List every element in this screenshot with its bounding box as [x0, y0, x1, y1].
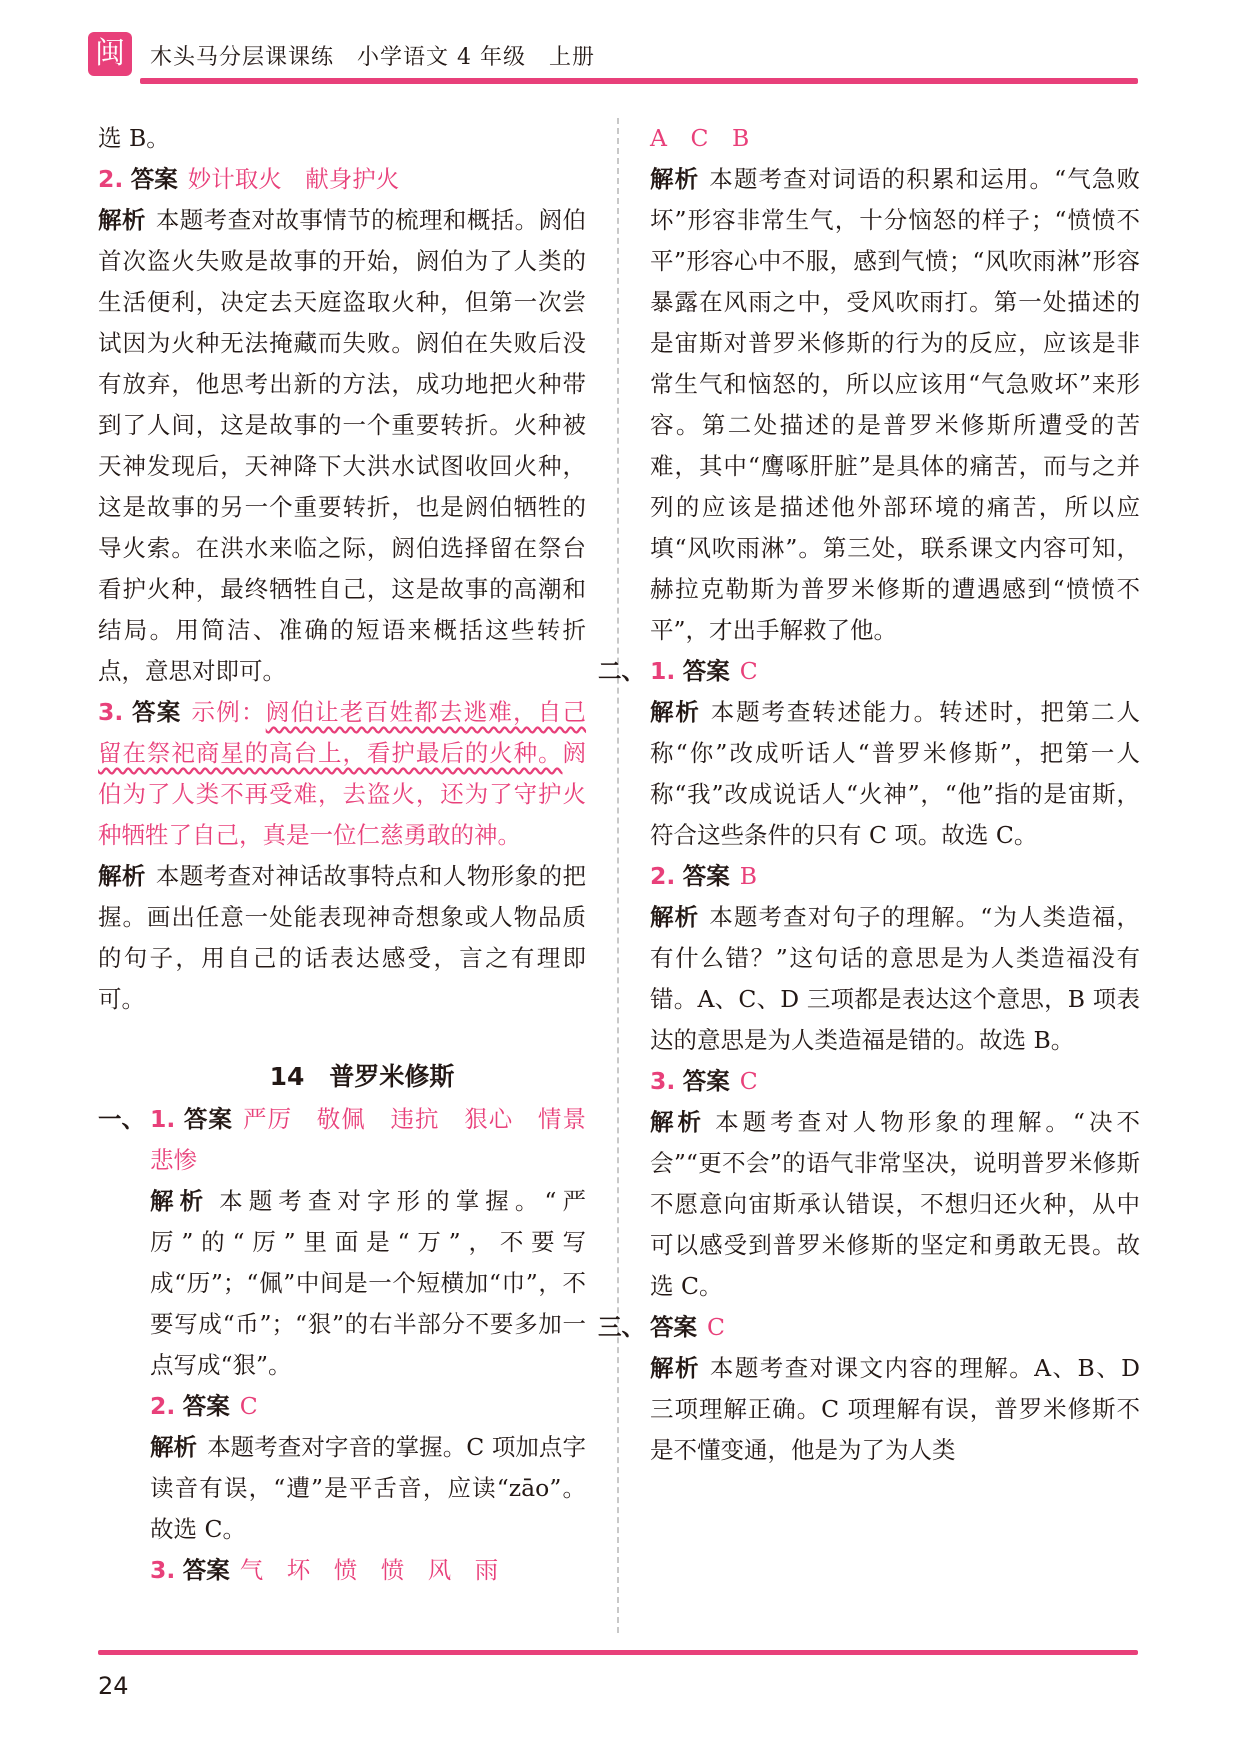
- s1-q1-answer: 一、 1. 答案 严厉 敬佩 违抗 狠心 情景 悲惨: [98, 1105, 610, 1174]
- header-rule: [140, 78, 1138, 84]
- lesson-title: 14 普罗米修斯: [269, 1062, 455, 1091]
- s2-q1-answer: 二、 1. 答案 C: [598, 657, 758, 685]
- s2-q3-answer: 3. 答案 C: [650, 1067, 758, 1095]
- s1-q3-answer-continued: A C B: [650, 124, 750, 152]
- s3-analysis: 解析 本题考查对课文内容的理解。A、B、D 三项理解正确。C 项理解有误，普罗米修斯不是不懂变通，他是为了为人类: [650, 1354, 1140, 1464]
- q3-answer: 3. 答案 示例：阏伯让老百姓都去逃难，自己留在祭祀商星的高台上，看护最后的火种。阏伯为了人类不再受难，去盗火，还为了守护火种牺牲了自己，真是一位仁慈勇敢的神。: [98, 698, 587, 849]
- left-column: [98, 118, 610, 1591]
- book-title: 木头马分层课课练 小学语文 4 年级 上册: [150, 45, 595, 70]
- q3-analysis: 解析 本题考查对神话故事特点和人物形象的把握。画出任意一处能表现神奇想象或人物品质的句子，用自己的话表达感受，言之有理即可。: [98, 862, 587, 1013]
- s2-q2-analysis: 解析 本题考查对句子的理解。“为人类造福，有什么错？”这句话的意思是为人类造福没有错。A、C、D 三项都是表达这个意思，B 项表达的意思是为人类造福是错的。故选 B。: [650, 903, 1141, 1054]
- q2-answer: 2. 答案 妙计取火 献身护火: [98, 165, 400, 193]
- s2-q3-analysis: 解析 本题考查对人物形象的理解。“决不会”“更不会”的语气非常坚决，说明普罗米修斯不愿意向宙斯承认错误，不想归还火种，从中可以感受到普罗米修斯的坚定和勇敢无畏。故选 C。: [650, 1108, 1141, 1300]
- section-one: [98, 1099, 610, 1591]
- footer-rule: [98, 1650, 1138, 1655]
- publisher-logo: 闽: [88, 32, 132, 76]
- s1-q2-analysis: 解析 本题考查对字音的掌握。C 项加点字读音有误，“遭”是平舌音，应读“zāo”。故选 C。: [150, 1433, 586, 1543]
- page-number: 24: [98, 1672, 129, 1700]
- column-divider: [617, 118, 619, 1633]
- page-header: [88, 32, 1138, 84]
- wavy-underlined-sentence: 阏伯让老百姓都去逃难，自己留在祭祀商星的高台上，看护最后的火种。: [98, 698, 587, 767]
- right-column: [598, 118, 1141, 1471]
- s2-q2-answer: 2. 答案 B: [650, 862, 758, 890]
- continued-text: 选 B。: [98, 124, 170, 152]
- s1-q3-answer: 3. 答案 气 坏 愤 愤 风 雨: [150, 1556, 499, 1584]
- s3-answer: 三、 答案 C: [598, 1313, 725, 1341]
- s1-q1-analysis: 解析 本题考查对字形的掌握。“严厉”的“厉”里面是“万”，不要写成“历”；“佩”中间是一个短横加“巾”，不要写成“币”；“狠”的右半部分不要多加一点写成“狠”。: [150, 1187, 586, 1379]
- s1-q3-analysis: 解析 本题考查对词语的积累和运用。“气急败坏”形容非常生气，十分恼怒的样子；“愤愤不平”形容心中不服，感到气愤；“风吹雨淋”形容暴露在风雨之中，受风吹雨打。第一处描述的是宙斯对普罗米修斯的行为的反应，应该是非常生气和恼怒的，所以应该用“气急败坏”来形容。第二处描述的是普罗米修斯所遭受的苦难，其中“鹰啄肝脏”是具体的痛苦，而与之并列的应该是描述他外部环境的痛苦，所以应填“风吹雨淋”。第三处，联系课文内容可知，赫拉克勒斯为普罗米修斯的遭遇感到“愤愤不平”，才出手解救了他。: [650, 165, 1141, 644]
- s1-q2-answer: 2. 答案 C: [150, 1392, 258, 1420]
- s2-q1-analysis: 解析 本题考查转述能力。转述时，把第二人称“你”改成听话人“普罗米修斯”，把第一人称“我”改成说话人“火神”，“他”指的是宙斯，符合这些条件的只有 C 项。故选 C。: [650, 698, 1141, 849]
- q2-analysis: 解析 本题考查对故事情节的梳理和概括。阏伯首次盗火失败是故事的开始，阏伯为了人类的生活便利，决定去天庭盗取火种，但第一次尝试因为火种无法掩藏而失败。阏伯在失败后没有放弃，他思考出新的方法，成功地把火种带到了人间，这是故事的一个重要转折。火种被天神发现后，天神降下大洪水试图收回火种，这是故事的另一个重要转折，也是阏伯牺牲的导火索。在洪水来临之际，阏伯选择留在祭台看护火种，最终牺牲自己，这是故事的高潮和结局。用简洁、准确的短语来概括这些转折点，意思对即可。: [98, 206, 587, 685]
